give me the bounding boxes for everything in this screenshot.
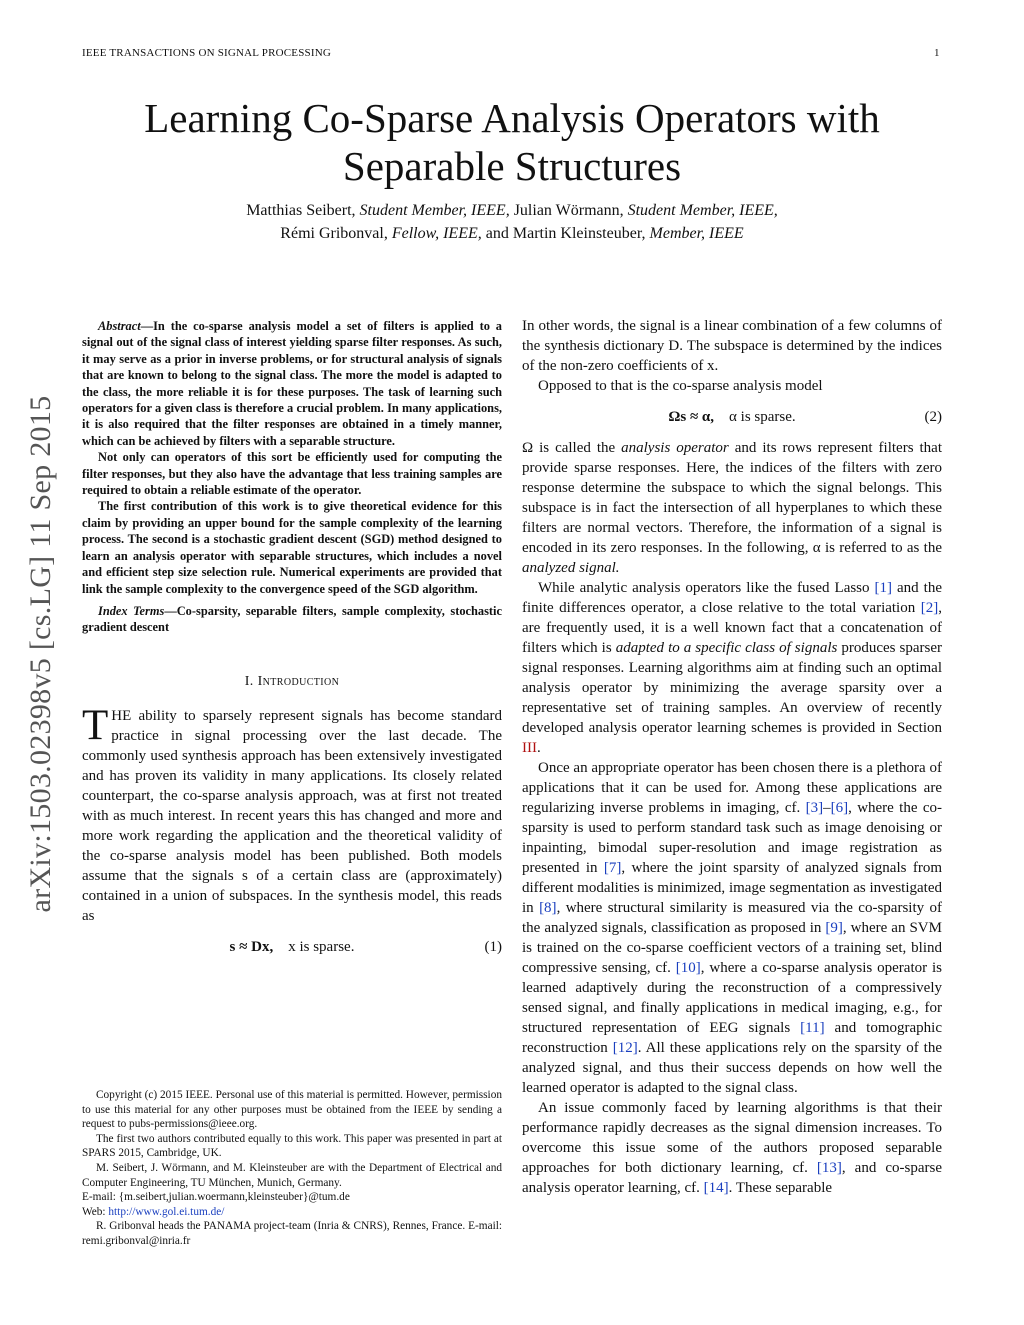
- intro-paragraph: [82, 701, 502, 926]
- citation-link[interactable]: [3]: [805, 800, 824, 816]
- section-number: I.: [244, 673, 254, 689]
- page-number: 1: [934, 47, 940, 59]
- abstract-paragraph: The first contribution of this work is to give theoretical evidence for this claim by providing an upper bound for the sample complexity of the learning process. The second is a stochastic gradient descent (SGD) method designed to learn an analysis operator with separable structures, which includes a novel and efficient step size selection rule. Numerical experiments are provided that link the sample complexity to the convergence speed of the SGD algorithm.: [82, 499, 502, 596]
- section-heading: [82, 674, 502, 690]
- left-column: [82, 318, 502, 968]
- equation-2: [522, 406, 942, 432]
- equation-lhs: Ωs ≈ α,: [668, 409, 715, 425]
- author-role: Fellow, IEEE,: [391, 225, 482, 242]
- email-line: E-mail: {m.seibert,julian.woermann,kleinsteuber}@tum.de: [82, 1191, 350, 1204]
- text-run: . All these applications rely on the sparsity of the analyzed signal, and thus their success depends on how well the learned operator is adapted to the signal class.: [522, 1040, 942, 1096]
- arxiv-stamp: arXiv:1503.02398v5 [cs.LG] 11 Sep 2015: [24, 395, 57, 913]
- text-run: An issue commonly faced by learning algorithms is that their performance rapidly decreases as the signal dimension increases. To overcome this issue some of the authors proposed separable approaches for both dictionary learning, cf.: [522, 1100, 942, 1176]
- citation-link[interactable]: [7]: [603, 860, 622, 876]
- text-run: and the finite differences operator, a close relative to the total variation: [522, 580, 942, 616]
- author-role: Member, IEEE: [649, 225, 744, 242]
- abstract-label: Abstract: [98, 319, 141, 333]
- text-run: Once an appropriate operator has been chosen there is a plethora of applications that it can be used for. Among these applications are regularizing inverse problems in imaging, cf.: [522, 760, 942, 816]
- citation-link[interactable]: [13]: [816, 1160, 842, 1176]
- citation-link[interactable]: [12]: [612, 1040, 638, 1056]
- equation-number: (1): [484, 938, 502, 955]
- text-run: , where a co-sparse analysis operator is learned adaptively during the reconstruction of a compressively sensed signal, and finally applications in medical imaging, e.g., for structured representation of EEG signals: [522, 960, 942, 1036]
- abstract: [82, 318, 502, 597]
- title-line-1: Learning Co-Sparse Analysis Operators with: [144, 95, 880, 141]
- web-link[interactable]: http://www.gol.ei.tum.de/: [108, 1205, 225, 1218]
- body-paragraph: In other words, the signal is a linear combination of a few columns of the synthesis dictionary D. The subspace is determined by the indices of the non-zero coefficients of x.: [522, 318, 942, 374]
- text-run: , are frequently used, it is a well known fact that a concatenation of filters which is: [522, 600, 942, 656]
- text-run: and its rows represent filters that provide sparse responses. Here, the indices of the filters with zero response determine the subspace to which the signal belongs. This subspace is in fact the intersection of all hyperplanes to which these filters are normal vectors. Therefore, the information of a signal is encoded in its zero responses. In the following, α is referred to as the: [522, 440, 942, 556]
- footnotes: [82, 1088, 502, 1249]
- author-role: Student Member, IEEE,: [627, 202, 778, 219]
- text-run: Ω is called the: [522, 440, 622, 456]
- equation-expression: [82, 939, 502, 956]
- author-name: Julian Wörmann,: [513, 202, 624, 219]
- journal-header: IEEE TRANSACTIONS ON SIGNAL PROCESSING: [82, 47, 332, 59]
- author-name: Matthias Seibert,: [246, 202, 356, 219]
- section-title: Introduction: [257, 673, 340, 689]
- paper-title: [100, 94, 924, 190]
- text-run: , where structural similarity is measured via the co-sparsity of the analyzed signals, classification as proposed in: [522, 900, 942, 936]
- text-run: produces sparser signal responses. Learning algorithms aim at finding such an optimal analysis operator by minimizing the average sparsity over a representative set of training samples. An overview of recently developed analysis operator learning schemes is provided in Section: [522, 640, 942, 736]
- citation-link[interactable]: [1]: [874, 580, 893, 596]
- abstract-paragraph: [82, 318, 502, 449]
- citation-link[interactable]: [9]: [825, 920, 843, 936]
- equation-1: [82, 936, 502, 962]
- right-column: [522, 316, 942, 1198]
- web-label: Web:: [82, 1205, 109, 1218]
- equation-rhs: α is sparse.: [729, 409, 796, 425]
- text-run: While analytic analysis operators like the fused Lasso: [538, 580, 875, 596]
- title-line-2: Separable Structures: [342, 143, 682, 189]
- citation-link[interactable]: [8]: [539, 900, 557, 916]
- body-paragraph: [522, 578, 942, 758]
- index-terms-text: —Co-sparsity, separable filters, sample complexity, stochastic gradient descent: [82, 603, 503, 635]
- affiliation-note: R. Gribonval heads the PANAMA project-team (Inria & CNRS), Rennes, France. E-mail: remi.gribonval@inria.fr: [82, 1220, 502, 1247]
- citation-link[interactable]: [10]: [675, 960, 701, 976]
- affiliation-note: M. Seibert, J. Wörmann, and M. Kleinsteuber are with the Department of Electrical and Computer Engineering, TU München, Munich, Germany.: [82, 1161, 502, 1189]
- equation-expression: [522, 409, 942, 426]
- text-run: –: [823, 800, 831, 816]
- author-line-1: [100, 199, 924, 222]
- author-name: Martin Kleinsteuber,: [512, 225, 646, 242]
- text-run: . These separable: [728, 1180, 833, 1196]
- abstract-paragraph: Not only can operators of this sort be efficiently used for computing the filter responses, but they also have the advantage that less training samples are required to obtain a reliable estimate of the operator.: [82, 450, 502, 498]
- text-run: and tomographic reconstruction: [522, 1020, 942, 1056]
- intro-text: HE ability to sparsely represent signals has become standard practice in signal processing over the last decade. The commonly used synthesis approach has been extensively investigated and has proven its validity in many applications. Its closely related counterpart, the co-sparse analysis approach, was at first not treated with as much interest. In recent years this has changed and more and more work regarding the application and the theoretical validity of the co-sparse analysis model has been published. Both models assume that the signals s of a certain class are (approximately) contained in a union of subspaces. In the synthesis model, this reads as: [82, 707, 502, 924]
- text-run: , where the co-sparsity is used to perform standard task such as image denoising or inpainting, bimodal super-resolution and image registration as presented in: [522, 800, 942, 876]
- intro-body: [82, 701, 502, 926]
- equation-lhs: s ≈ Dx,: [229, 938, 274, 955]
- citation-link[interactable]: [2]: [920, 600, 939, 616]
- body-paragraph: [522, 438, 942, 578]
- equation-rhs: x is sparse.: [288, 938, 355, 955]
- section-link[interactable]: III: [522, 740, 537, 756]
- abstract-text: —In the co-sparse analysis model a set of filters is applied to a signal out of the signal class of interest yielding sparse filter responses. As such, it may serve as a prior in inverse problems, or for structural analysis of signals that are known to belong to the signal class. The more the model is adapted to the class, the more reliable it is for these purposes. The task of learning such operators for a given class is therefore a crucial problem. In many applications, it is also required that the filter responses are obtained in a timely manner, which can be achieved by filters with a separable structure.: [82, 319, 502, 448]
- emphasis: analyzed signal.: [522, 560, 620, 576]
- citation-link[interactable]: [14]: [703, 1180, 729, 1196]
- citation-link[interactable]: [11]: [800, 1020, 825, 1036]
- author-conjunction: and: [485, 225, 509, 242]
- emphasis: analysis operator: [621, 440, 729, 456]
- index-terms-label: Index Terms: [98, 603, 165, 618]
- text-run: .: [537, 740, 541, 756]
- author-role: Student Member, IEEE,: [359, 202, 510, 219]
- copyright-note: Copyright (c) 2015 IEEE. Personal use of this material is permitted. However, permission to use this material for any other purposes must be obtained from the IEEE by sending a request to pubs-permissions@ieee.org.: [82, 1089, 502, 1131]
- text-run: , where an SVM is trained on the co-sparse coefficient vectors of a training set, blind compressive sensing, cf.: [522, 920, 942, 976]
- drop-cap: T: [82, 701, 109, 749]
- web-line: [82, 1205, 502, 1220]
- author-line-2: [100, 222, 924, 245]
- author-list: [100, 199, 924, 245]
- index-terms: [82, 603, 502, 636]
- author-name: Rémi Gribonval,: [280, 225, 388, 242]
- body-paragraph: [522, 758, 942, 1098]
- body-paragraph: Opposed to that is the co-sparse analysis model: [538, 378, 823, 394]
- emphasis: adapted to a specific class of signals: [615, 640, 838, 656]
- text-run: , where the joint sparsity of analyzed signals from different modalities is minimized, image segmentation as investigated in: [522, 860, 942, 916]
- text-run: , and co-sparse analysis operator learning, cf.: [522, 1160, 943, 1196]
- equation-number: (2): [924, 409, 942, 425]
- body-paragraph: [522, 1098, 942, 1198]
- footnote: The first two authors contributed equally to this work. This paper was presented in part at SPARS 2015, Cambridge, UK.: [82, 1132, 502, 1160]
- citation-link[interactable]: [6]: [830, 800, 849, 816]
